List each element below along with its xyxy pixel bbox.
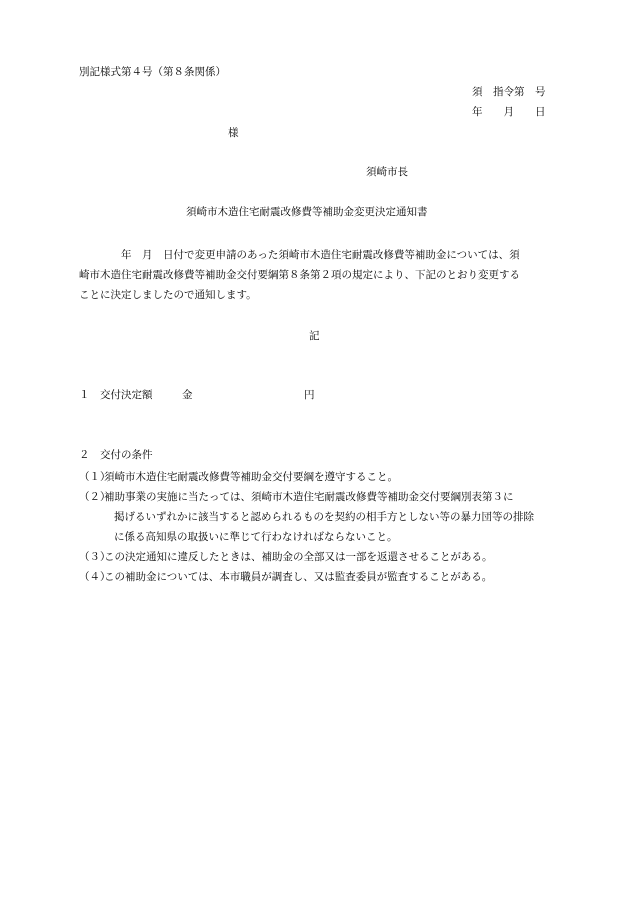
body-line: 年 月 日付で変更申請のあった須崎市木造住宅耐震改修費等補助金については、須 bbox=[79, 249, 520, 261]
condition-number: （４） bbox=[79, 571, 111, 583]
condition-line: 須崎市木造住宅耐震改修費等補助金交付要綱を遵守すること。 bbox=[104, 471, 398, 483]
body-line: ことに決定しましたので通知します。 bbox=[79, 289, 257, 301]
issue-date: 年 月 日 bbox=[472, 106, 546, 118]
condition-item bbox=[79, 467, 559, 487]
condition-item bbox=[79, 547, 559, 567]
document-number: 須 指令第 号 bbox=[472, 86, 546, 98]
notice-body bbox=[79, 245, 551, 305]
grant-amount-kin: 金 bbox=[182, 389, 193, 401]
grant-amount-label: １ 交付決定額 bbox=[79, 389, 153, 401]
condition-line: 掲げるいずれかに該当すると認められるものを契約の相手方としない等の暴力団等の排除 bbox=[114, 511, 534, 523]
recipient-honorific: 様 bbox=[228, 127, 239, 139]
document-title: 須崎市木造住宅耐震改修費等補助金変更決定通知書 bbox=[186, 206, 428, 218]
condition-item bbox=[79, 487, 559, 547]
condition-item bbox=[79, 567, 559, 587]
condition-number: （３） bbox=[79, 551, 111, 563]
sender-name: 須崎市長 bbox=[366, 166, 408, 178]
condition-line: この補助金については、本市職員が調査し、又は監査委員が監査することがある。 bbox=[104, 571, 493, 583]
condition-line: 補助事業の実施に当たっては、須崎市木造住宅耐震改修費等補助金交付要綱別表第３に bbox=[104, 491, 514, 503]
condition-number: （１） bbox=[79, 471, 111, 483]
conditions-heading: ２ 交付の条件 bbox=[79, 449, 153, 461]
condition-line: に係る高知県の取扱いに準じて行わなければならないこと。 bbox=[114, 531, 398, 543]
form-number: 別記様式第４号（第８条関係） bbox=[79, 66, 226, 78]
body-line: 崎市木造住宅耐震改修費等補助金交付要綱第８条第２項の規定により、下記のとおり変更する bbox=[79, 269, 520, 281]
condition-number: （２） bbox=[79, 491, 111, 503]
ki-heading: 記 bbox=[309, 330, 320, 342]
grant-amount-en: 円 bbox=[304, 389, 315, 401]
condition-line: この決定通知に違反したときは、補助金の全部又は一部を返還させることがある。 bbox=[104, 551, 493, 563]
